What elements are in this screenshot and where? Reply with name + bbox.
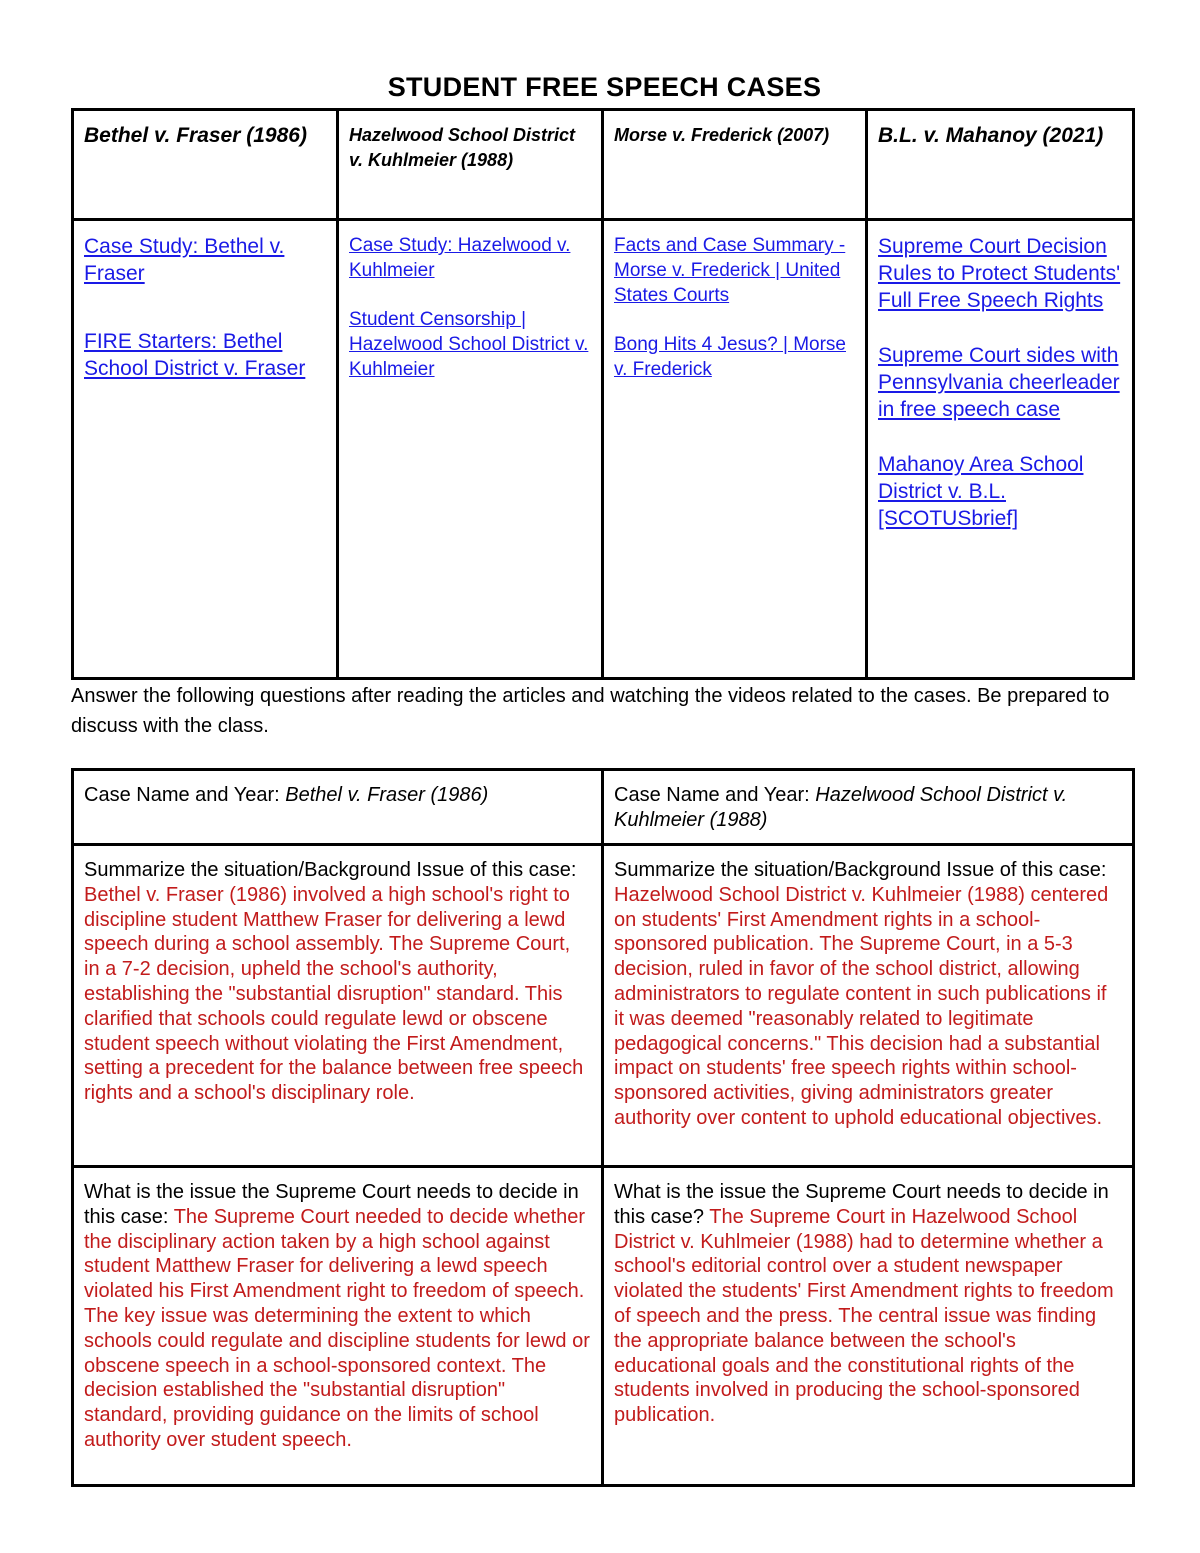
summary-cell-right — [603, 845, 1134, 1167]
case-name-cell-right — [603, 770, 1134, 845]
case-name-label: Case Name and Year: — [84, 784, 286, 806]
link-case-study-hazelwood[interactable]: Case Study: Hazelwood v. Kuhlmeier — [349, 235, 571, 281]
case-name-row — [73, 770, 1134, 845]
questions-table — [71, 768, 1135, 1487]
link-cheerleader-case[interactable]: Supreme Court sides with Pennsylvania cheerleader in free speech case — [878, 344, 1120, 421]
links-cell-morse — [603, 220, 867, 679]
issue-prompt: What is the issue the Supreme Court needs to decide in this case: — [84, 1181, 579, 1228]
page-title: STUDENT FREE SPEECH CASES — [387, 72, 822, 102]
summary-row — [73, 845, 1134, 1167]
cases-links-row — [73, 220, 1134, 679]
summary-cell-left — [73, 845, 603, 1167]
case-header-hazelwood: Hazelwood School District v. Kuhlmeier (1988) — [338, 110, 603, 220]
case-name-cell-left — [73, 770, 603, 845]
links-cell-hazelwood — [338, 220, 603, 679]
cases-header-row — [73, 110, 1134, 220]
link-bong-hits[interactable]: Bong Hits 4 Jesus? | Morse v. Frederick — [614, 334, 846, 380]
links-cell-bethel — [73, 220, 338, 679]
link-fire-starters-bethel[interactable]: FIRE Starters: Bethel School District v. Fraser — [84, 330, 306, 380]
summary-prompt: Summarize the situation/Background Issue of this case: — [84, 859, 577, 881]
link-facts-summary-morse[interactable]: Facts and Case Summary - Morse v. Frederick | United States Courts — [614, 235, 846, 306]
cases-table — [71, 108, 1135, 680]
issue-row — [73, 1167, 1134, 1486]
issue-cell-right — [603, 1167, 1134, 1486]
summary-answer: Hazelwood School District v. Kuhlmeier (1988) centered on students' First Amendment rights in a school-sponsored publication. The Supreme Court, in a 5-3 decision, ruled in favor of the school district, allowing administrators to regulate content in such publications if it was deemed "reasonably related to legitimate pedagogical concerns." This decision had a substantial impact on students' free speech rights within school-sponsored activities, giving administrators greater authority over content to uphold educational objectives. — [614, 883, 1109, 1129]
case-name-value: Bethel v. Fraser (1986) — [285, 784, 489, 806]
instructions-text: Answer the following questions after reading the articles and watching the videos related to the cases. Be prepared to discuss with the class. — [71, 685, 1110, 737]
case-header-morse: Morse v. Frederick (2007) — [603, 110, 867, 220]
case-header-mahanoy: B.L. v. Mahanoy (2021) — [867, 110, 1134, 220]
link-scotusbrief[interactable]: Mahanoy Area School District v. B.L. [SCOTUSbrief] — [878, 453, 1084, 530]
link-student-censorship[interactable]: Student Censorship | Hazelwood School District v. Kuhlmeier — [349, 309, 589, 380]
link-supreme-court-decision[interactable]: Supreme Court Decision Rules to Protect Students' Full Free Speech Rights — [878, 235, 1121, 312]
issue-answer: The Supreme Court needed to decide whether the disciplinary action taken by a high school against student Matthew Fraser for delivering a lewd speech violated his First Amendment right to freedom of speech. The key issue was determining the extent to which schools could regulate and discipline students for lewd or obscene speech in a school-sponsored context. The decision established the "substantial disruption" standard, providing guidance on the limits of school authority over student speech. — [84, 1205, 590, 1451]
summary-answer: Bethel v. Fraser (1986) involved a high school's right to discipline student Matthew Fraser for delivering a lewd speech during a school assembly. The Supreme Court, in a 7-2 decision, upheld the school's authority, establishing the "substantial disruption" standard. This clarified that schools could regulate lewd or obscene student speech without violating the First Amendment, setting a precedent for the balance between free speech rights and a school's disciplinary role. — [84, 883, 584, 1105]
case-name-value: Hazelwood School District v. Kuhlmeier (1988) — [614, 784, 1068, 831]
case-header-bethel: Bethel v. Fraser (1986) — [73, 110, 338, 220]
summary-prompt: Summarize the situation/Background Issue of this case: — [614, 859, 1107, 881]
link-case-study-bethel[interactable]: Case Study: Bethel v. Fraser — [84, 235, 285, 285]
case-name-label: Case Name and Year: — [614, 784, 816, 806]
links-cell-mahanoy — [867, 220, 1134, 679]
issue-prompt: What is the issue the Supreme Court needs to decide in this case? — [614, 1181, 1109, 1228]
issue-cell-left — [73, 1167, 603, 1486]
issue-answer: The Supreme Court in Hazelwood School District v. Kuhlmeier (1988) had to determine whether a school's editorial control over a student newspaper violated the students' First Amendment rights to freedom of speech and the press. The central issue was finding the appropriate balance between the school's educational goals and the constitutional rights of the students involved in producing the school-sponsored publication. — [614, 1205, 1114, 1427]
